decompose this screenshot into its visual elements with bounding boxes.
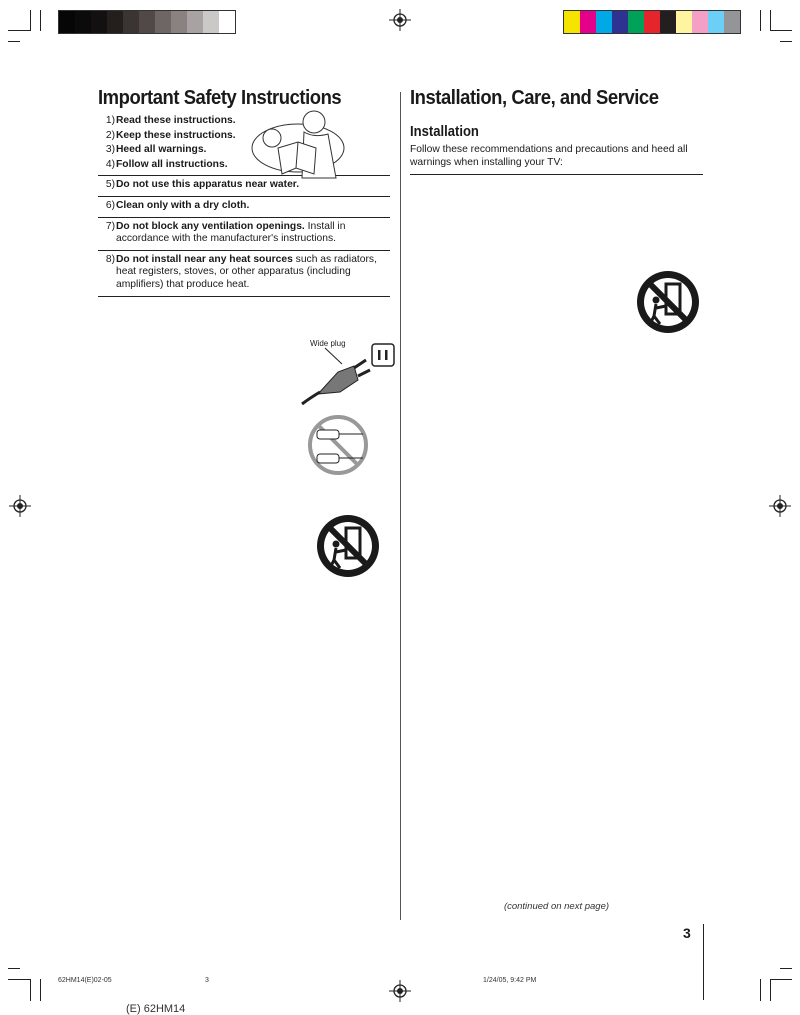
- cart-tip-over-warning-icon: [634, 268, 702, 336]
- item-number: 6): [105, 199, 115, 211]
- crop-mark: [30, 10, 31, 31]
- color-swatch: [596, 11, 612, 33]
- list-item: [98, 218, 390, 251]
- registration-mark-icon: [769, 495, 791, 517]
- color-swatch: [171, 11, 187, 33]
- subsection-title: Installation: [410, 124, 479, 140]
- color-swatch: [203, 11, 219, 33]
- no-pinched-cord-icon: [305, 414, 371, 476]
- footer-model: (E) 62HM14: [126, 1003, 186, 1015]
- color-swatch: [75, 11, 91, 33]
- continued-note: (continued on next page): [503, 901, 610, 912]
- color-swatch: [219, 11, 235, 33]
- crop-mark: [780, 41, 792, 42]
- color-swatch: [564, 11, 580, 33]
- registration-mark-icon: [9, 495, 31, 517]
- crop-mark: [760, 979, 761, 1001]
- crop-mark: [30, 979, 31, 1001]
- crop-mark: [8, 41, 20, 42]
- item-number: 3): [105, 144, 115, 156]
- color-swatch: [155, 11, 171, 33]
- color-swatch: [107, 11, 123, 33]
- color-swatch: [644, 11, 660, 33]
- item-text: such as radiators, heat registers, stoves, or other apparatus (including amplifiers) that produce heat.: [116, 253, 377, 290]
- process-color-bar: [563, 10, 741, 34]
- crop-mark: [40, 10, 41, 31]
- item-text: Install in accordance with the manufacturer's instructions.: [116, 220, 346, 245]
- list-item: [98, 251, 390, 297]
- crop-mark: [770, 30, 792, 31]
- section-title: Installation, Care, and Service: [410, 86, 659, 109]
- crop-mark: [770, 979, 771, 1001]
- polarized-plug-illustration: [300, 336, 400, 406]
- item-number: 8): [105, 253, 115, 265]
- footer-page: 3: [205, 977, 209, 984]
- crop-mark: [770, 10, 771, 31]
- section-title: Important Safety Instructions: [98, 86, 342, 109]
- item-number: 5): [105, 179, 115, 191]
- registration-mark-icon: [389, 980, 411, 1002]
- footer-datetime: 1/24/05, 9:42 PM: [483, 977, 537, 984]
- registration-mark-icon: [389, 9, 411, 31]
- item-heading: Read these instructions.: [116, 115, 236, 126]
- color-swatch: [692, 11, 708, 33]
- color-swatch: [187, 11, 203, 33]
- item-heading: Do not install near any heat sources: [116, 253, 293, 265]
- crop-mark: [8, 968, 20, 969]
- item-heading: Clean only with a dry cloth.: [116, 199, 250, 211]
- color-swatch: [724, 11, 740, 33]
- intro-text: Follow these recommendations and precautions and heed all warnings when installing your TV:: [410, 144, 703, 175]
- item-heading: Do not use this apparatus near water.: [116, 179, 300, 191]
- page-number-rule: [703, 924, 704, 1000]
- color-swatch: [91, 11, 107, 33]
- grayscale-color-bar: [58, 10, 236, 34]
- item-heading: Follow all instructions.: [116, 158, 228, 170]
- color-swatch: [628, 11, 644, 33]
- color-swatch: [676, 11, 692, 33]
- color-swatch: [59, 11, 75, 33]
- color-swatch: [612, 11, 628, 33]
- list-item: [98, 197, 390, 218]
- item-number: 4): [105, 158, 115, 170]
- item-heading: Heed all warnings.: [116, 144, 207, 156]
- installation-column: [410, 86, 703, 175]
- footer-file-name: 62HM14(E)02-05: [58, 977, 112, 984]
- cart-tip-over-warning-icon: [314, 512, 382, 580]
- crop-mark: [780, 968, 792, 969]
- crop-mark: [760, 10, 761, 31]
- crop-mark: [40, 979, 41, 1001]
- column-divider: [400, 92, 401, 920]
- color-swatch: [580, 11, 596, 33]
- color-swatch: [708, 11, 724, 33]
- color-swatch: [660, 11, 676, 33]
- item-number: 1): [105, 115, 115, 126]
- item-number: 7): [105, 220, 115, 232]
- color-swatch: [139, 11, 155, 33]
- item-heading: Do not block any ventilation openings.: [116, 220, 305, 232]
- crop-mark: [8, 979, 30, 980]
- item-heading: Keep these instructions.: [116, 129, 236, 141]
- color-swatch: [123, 11, 139, 33]
- item-number: 2): [105, 129, 115, 141]
- page-number: 3: [683, 925, 691, 941]
- family-reading-illustration: [248, 108, 348, 180]
- svg-text:Wide plug: Wide plug: [310, 339, 346, 348]
- crop-mark: [8, 30, 30, 31]
- crop-mark: [770, 979, 792, 980]
